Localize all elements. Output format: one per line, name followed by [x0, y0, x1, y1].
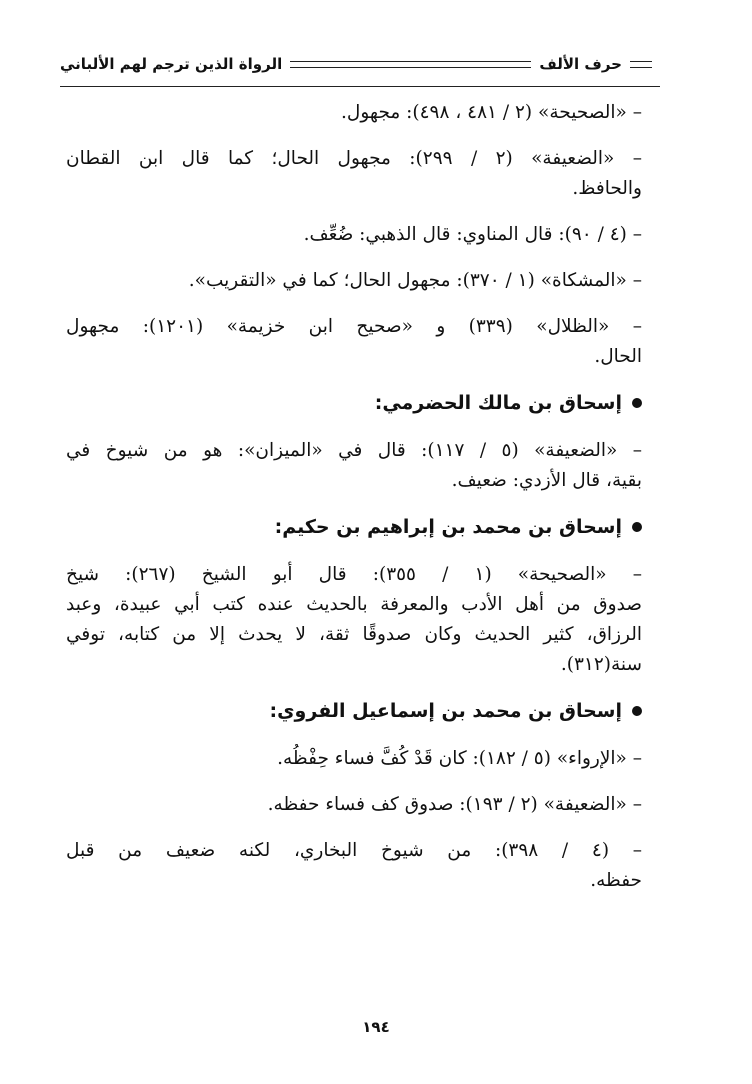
bullet-icon: [632, 398, 642, 408]
citation-entry: [66, 744, 642, 774]
running-header: [60, 46, 660, 82]
header-section: حرف الألف: [539, 55, 622, 73]
narrator-name: إسحاق بن مالك الحضرمي:: [374, 392, 622, 414]
header-rule: [290, 61, 531, 68]
entry-line: – (٤ / ٣٩٨): من شيوخ البخاري، لكنه ضعيف من قبل: [66, 840, 642, 861]
narrator-heading: [66, 512, 642, 542]
header-underline: [60, 86, 660, 87]
entry-line: والحافظ.: [572, 178, 642, 199]
entry-line: سنة(٣١٢).: [560, 654, 642, 675]
entry-line: – (٤ / ٩٠): قال المناوي: قال الذهبي: ضُعِّف.: [303, 224, 642, 245]
entry-line: – «الضعيفة» (٢ / ١٩٣): صدوق كف فساء حفظه.: [267, 794, 642, 815]
citation-entry: [66, 560, 642, 680]
page-number: ١٩٤: [362, 1018, 390, 1036]
page-body: [66, 98, 642, 912]
narrator-heading: [66, 388, 642, 418]
entry-line: الرزاق، كثير الحديث وكان صدوقًا ثقة، لا يحدث إلا من كتابه، توفي: [66, 624, 642, 645]
entry-line: – «الإرواء» (٥ / ١٨٢): كان قَدْ كُفَّ فساء حِفْظُه.: [277, 748, 642, 769]
header-title: الرواة الذين ترجم لهم الألباني: [60, 55, 283, 73]
entry-line: – «الضعيفة» (٢ / ٢٩٩): مجهول الحال؛ كما قال ابن القطان: [66, 148, 642, 169]
bullet-icon: [632, 522, 642, 532]
citation-entry: [66, 266, 642, 296]
citation-entry: [66, 312, 642, 372]
narrator-name: إسحاق بن محمد بن إسماعيل الفروي:: [269, 700, 622, 722]
entry-line: صدوق من أهل الأدب والمعرفة بالحديث عنده كتب أبي عبيدة، وعبد: [66, 594, 642, 615]
entry-line: – «المشكاة» (١ / ٣٧٠): مجهول الحال؛ كما في «التقريب».: [188, 270, 642, 291]
header-rule-end: [630, 61, 652, 68]
citation-entry: [66, 790, 642, 820]
citation-entry: [66, 144, 642, 204]
entry-line: بقية، قال الأزدي: ضعيف.: [451, 470, 642, 491]
citation-entry: [66, 220, 642, 250]
bullet-icon: [632, 706, 642, 716]
citation-entry: [66, 436, 642, 496]
entry-line: – «الصحيحة» (١ / ٣٥٥): قال أبو الشيخ (٢٦٧): شيخ: [66, 564, 642, 585]
entry-line: الحال.: [594, 346, 642, 367]
entry-line: – «الصحيحة» (٢ / ٤٨١ ، ٤٩٨): مجهول.: [341, 102, 642, 123]
citation-entry: [66, 836, 642, 896]
entry-line: – «الضعيفة» (٥ / ١١٧): قال في «الميزان»: هو من شيوخ في: [66, 440, 642, 461]
citation-entry: [66, 98, 642, 128]
narrator-heading: [66, 696, 642, 726]
entry-line: – «الظلال» (٣٣٩) و «صحيح ابن خزيمة» (١٢٠١): مجهول: [66, 316, 642, 337]
narrator-name: إسحاق بن محمد بن إبراهيم بن حكيم:: [274, 516, 622, 538]
entry-line: حفظه.: [590, 870, 642, 891]
